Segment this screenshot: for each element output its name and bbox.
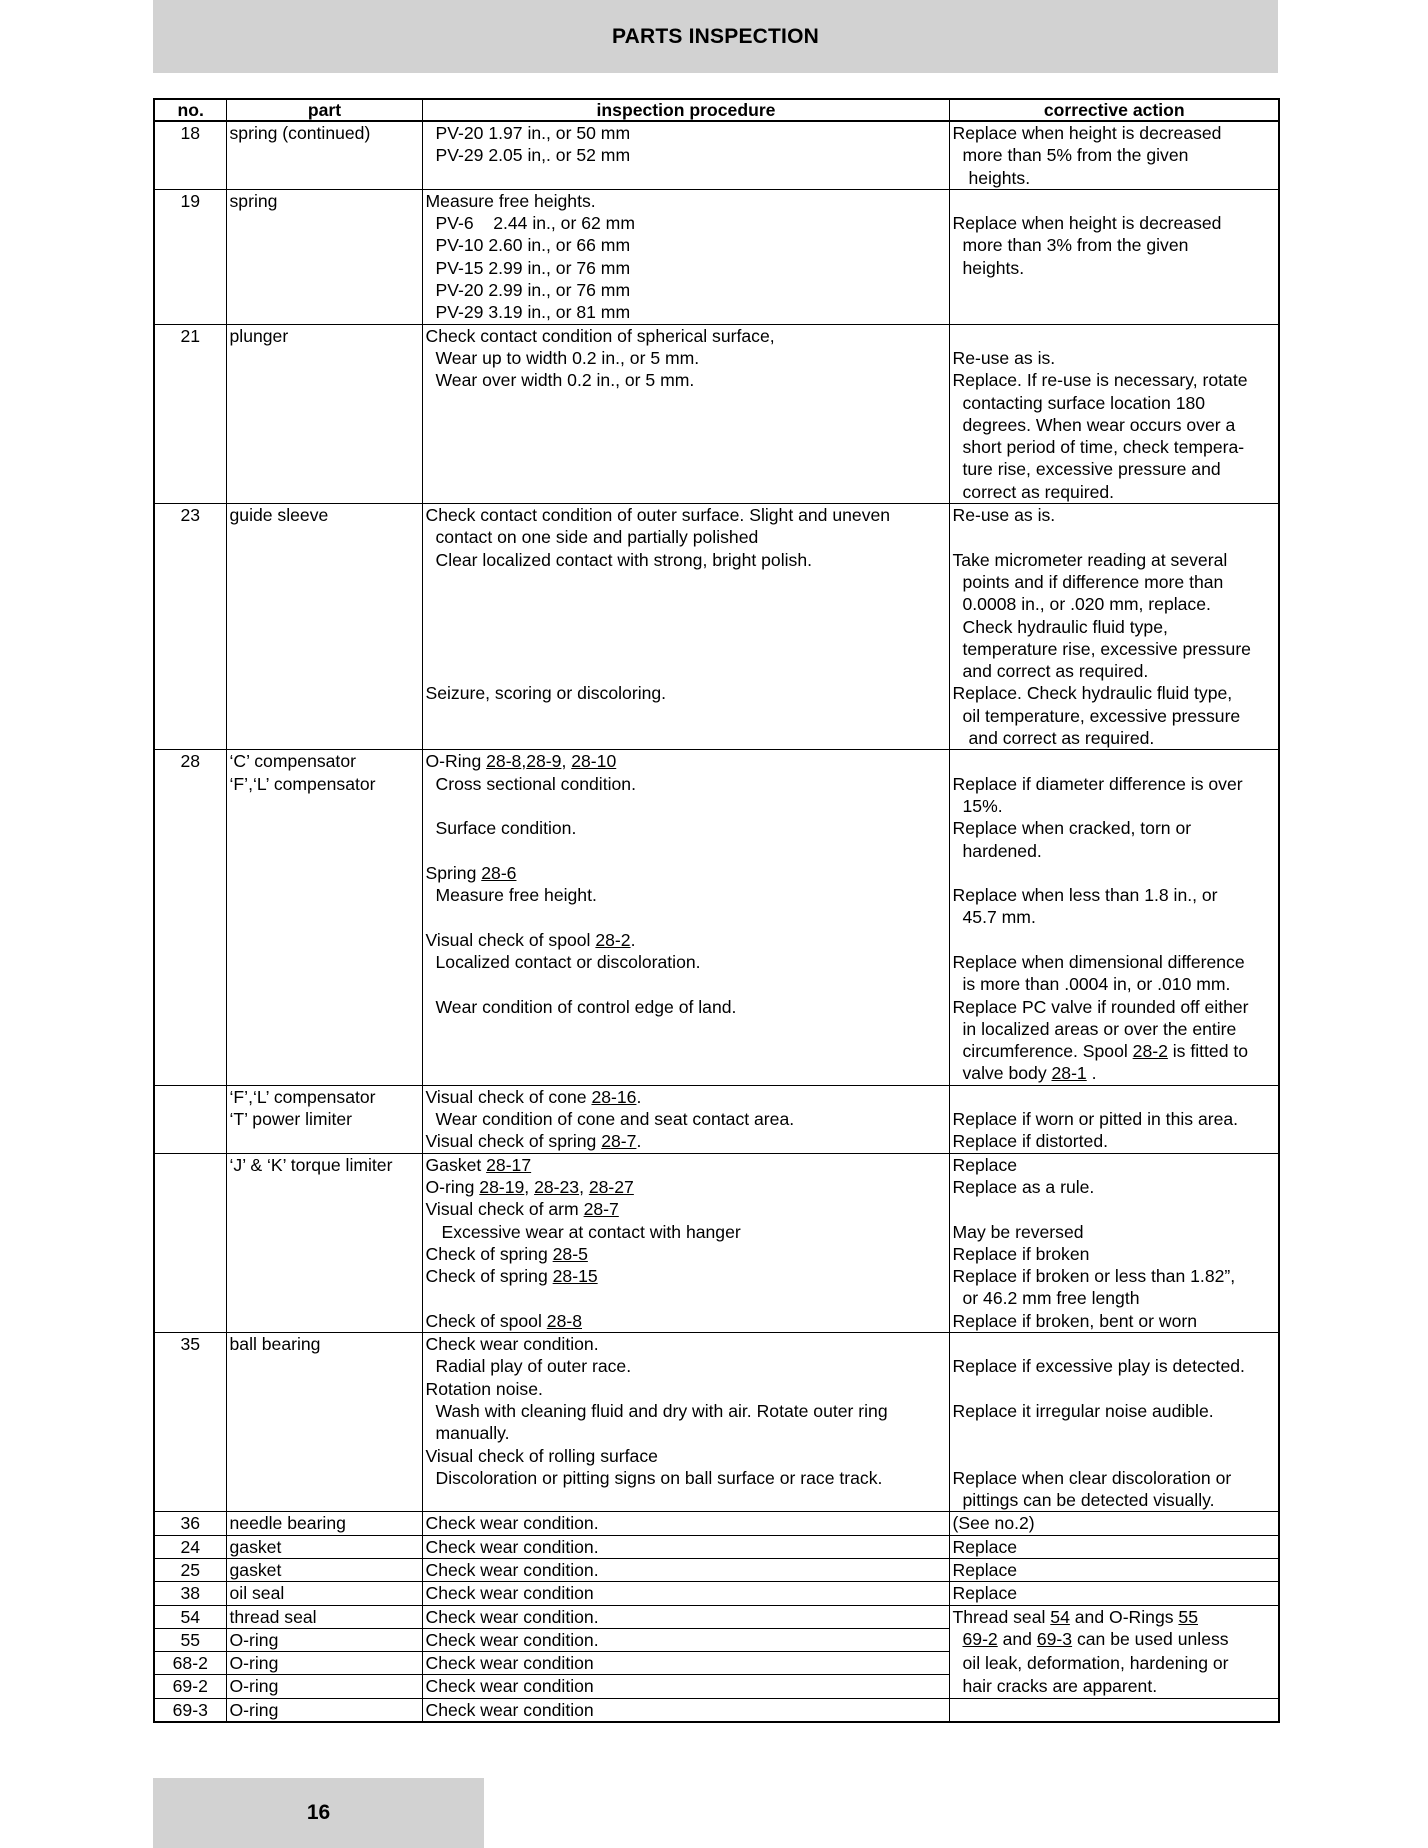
procedure-line: Check wear condition.	[425, 1334, 599, 1355]
procedure-line: Wear over width 0.2 in., or 5 mm.	[435, 370, 695, 391]
row-no	[154, 1153, 226, 1332]
row-part: O-ring	[226, 1698, 422, 1722]
column-header-no: no.	[154, 99, 226, 121]
action-line: is more than .0004 in, or .010 mm.	[962, 974, 1231, 995]
row-part: ‘J’ & ‘K’ torque limiter	[226, 1153, 422, 1332]
part-ref-link: 28-6	[481, 862, 517, 883]
action-line: in localized areas or over the entire	[962, 1018, 1237, 1039]
procedure-line: Localized contact or discoloration.	[435, 951, 701, 972]
row-part	[226, 750, 422, 1085]
table-row	[154, 1333, 1279, 1512]
part-ref-link: 28-7	[601, 1131, 637, 1152]
part-ref-link: 28-1	[1051, 1063, 1087, 1084]
procedure-line: Rotation noise.	[425, 1378, 543, 1399]
procedure-line: Measure free heights.	[425, 190, 596, 211]
row-no: 23	[154, 504, 226, 750]
row-action	[949, 1085, 1279, 1153]
part-ref-link: 55	[1178, 1606, 1198, 1627]
action-line: Replace as a rule.	[952, 1176, 1095, 1197]
action-line: valve body 28-1 .	[962, 1063, 1097, 1084]
row-action	[949, 504, 1279, 750]
table-row	[154, 1559, 1279, 1582]
action-line: and correct as required.	[968, 728, 1155, 749]
action-line: Replace when dimensional difference	[952, 951, 1245, 972]
row-part: gasket	[226, 1535, 422, 1558]
row-part: thread seal	[226, 1605, 422, 1628]
procedure-line: PV-29 3.19 in., or 81 mm	[435, 302, 631, 323]
action-line: Replace when height is decreased	[952, 123, 1222, 143]
procedure-line: Visual check of cone 28-16.	[425, 1086, 642, 1107]
row-no: 28	[154, 750, 226, 1085]
action-line: Replace if broken, bent or worn	[952, 1310, 1197, 1331]
action-line: Replace if broken or less than 1.82”,	[952, 1266, 1236, 1287]
procedure-line: PV-29 2.05 in,. or 52 mm	[435, 145, 631, 166]
procedure-line: Seizure, scoring or discoloring.	[425, 683, 667, 704]
part-ref-link: 28-5	[552, 1243, 588, 1264]
row-procedure	[422, 121, 949, 189]
action-line: points and if difference more than	[962, 571, 1224, 592]
action-line: or 46.2 mm free length	[962, 1288, 1140, 1309]
row-action	[949, 324, 1279, 503]
row-procedure	[422, 324, 949, 503]
table-row	[154, 1605, 1279, 1628]
action-line: temperature rise, excessive pressure	[962, 638, 1251, 659]
action-line: pittings can be detected visually.	[962, 1490, 1215, 1511]
table-header-row	[154, 99, 1279, 121]
action-line: 15%.	[962, 795, 1003, 816]
table-row	[154, 504, 1279, 750]
table-row	[154, 1512, 1279, 1535]
part-ref-link: 28-19	[479, 1176, 525, 1197]
procedure-line: PV-15 2.99 in., or 76 mm	[435, 257, 631, 278]
action-line: Replace when clear discoloration or	[952, 1467, 1232, 1488]
row-no: 55	[154, 1628, 226, 1651]
row-procedure: Check wear condition.	[422, 1605, 949, 1628]
seal-note-line: 69-2 and 69-3 can be used unless	[949, 1628, 1279, 1651]
row-no: 38	[154, 1582, 226, 1605]
row-no: 21	[154, 324, 226, 503]
row-part: ball bearing	[226, 1333, 422, 1512]
action-line: more than 5% from the given	[962, 145, 1189, 166]
row-no: 18	[154, 121, 226, 189]
action-line: Replace. Check hydraulic fluid type,	[952, 683, 1233, 704]
row-procedure: Check wear condition	[422, 1675, 949, 1698]
table-row	[154, 1652, 1279, 1675]
parts-inspection-table	[153, 98, 1280, 1723]
row-procedure	[422, 1153, 949, 1332]
row-part	[226, 1085, 422, 1153]
row-procedure	[422, 504, 949, 750]
row-part: plunger	[226, 324, 422, 503]
part-ref-link: 28-7	[583, 1199, 619, 1220]
action-line: 0.0008 in., or .020 mm, replace.	[962, 594, 1211, 615]
procedure-line: Discoloration or pitting signs on ball surface or race track.	[435, 1467, 883, 1488]
part-ref-link: 28-27	[588, 1176, 634, 1197]
column-header-procedure: inspection procedure	[422, 99, 949, 121]
row-procedure: Check wear condition.	[422, 1559, 949, 1582]
row-action	[949, 1698, 1279, 1722]
part-ref-link: 28-9	[526, 751, 562, 772]
row-procedure: Check wear condition.	[422, 1512, 949, 1535]
table-row	[154, 324, 1279, 503]
row-part: O-ring	[226, 1675, 422, 1698]
seal-note-line: hair cracks are apparent.	[949, 1675, 1279, 1698]
action-line: heights.	[962, 257, 1025, 278]
table-row	[154, 1153, 1279, 1332]
seal-note-line: Thread seal 54 and O-Rings 55	[949, 1605, 1279, 1628]
row-action	[949, 1153, 1279, 1332]
part-ref-link: 28-2	[1132, 1041, 1168, 1062]
action-line: circumference. Spool 28-2 is fitted to	[962, 1041, 1249, 1062]
action-line: Re-use as is.	[952, 505, 1056, 526]
action-line: heights.	[968, 167, 1031, 188]
procedure-line: Visual check of rolling surface	[425, 1445, 658, 1466]
part-ref-link: 28-10	[571, 751, 617, 772]
procedure-line: Visual check of spool 28-2.	[425, 929, 636, 950]
procedure-line: Check contact condition of spherical surface,	[425, 325, 775, 346]
part-ref-link: 28-15	[552, 1266, 598, 1287]
table-row	[154, 750, 1279, 1085]
row-procedure	[422, 189, 949, 324]
procedure-line: O-Ring 28-8,28-9, 28-10	[425, 751, 617, 772]
part-ref-link: 28-17	[486, 1154, 532, 1175]
column-header-part: part	[226, 99, 422, 121]
row-no: 35	[154, 1333, 226, 1512]
row-procedure: Check wear condition	[422, 1582, 949, 1605]
action-line: oil temperature, excessive pressure	[962, 705, 1241, 726]
row-no: 69-3	[154, 1698, 226, 1722]
action-line: 45.7 mm.	[962, 907, 1036, 928]
part-ref-link: 28-8	[546, 1310, 582, 1331]
part-ref-link: 28-23	[534, 1176, 580, 1197]
table-row	[154, 1628, 1279, 1651]
action-line: more than 3% from the given	[962, 235, 1189, 256]
action-line: Replace if worn or pitted in this area.	[952, 1109, 1239, 1130]
action-line: Replace PC valve if rounded off either	[952, 996, 1249, 1017]
row-procedure: Check wear condition.	[422, 1535, 949, 1558]
part-ref-link: 28-2	[595, 929, 631, 950]
procedure-line: contact on one side and partially polished	[435, 527, 759, 548]
action-line: Replace if distorted.	[952, 1131, 1108, 1152]
row-no: 54	[154, 1605, 226, 1628]
row-part: guide sleeve	[226, 504, 422, 750]
part-line: ‘T’ power limiter	[229, 1109, 353, 1130]
row-action: Replace	[949, 1535, 1279, 1558]
procedure-line: Spring 28-6	[425, 862, 517, 883]
row-no	[154, 1085, 226, 1153]
part-ref-link: 28-8	[486, 751, 522, 772]
table-row	[154, 189, 1279, 324]
action-line: Re-use as is.	[952, 347, 1056, 368]
procedure-line: Wear up to width 0.2 in., or 5 mm.	[435, 347, 700, 368]
action-line: ture rise, excessive pressure and	[962, 459, 1221, 480]
table-row	[154, 1698, 1279, 1722]
page-footer	[153, 1778, 484, 1848]
row-procedure: Check wear condition	[422, 1652, 949, 1675]
row-no: 36	[154, 1512, 226, 1535]
part-line: ‘C’ compensator	[229, 751, 356, 772]
action-line: and correct as required.	[962, 661, 1149, 682]
table-row	[154, 1535, 1279, 1558]
action-line: Replace it irregular noise audible.	[952, 1400, 1214, 1421]
action-line: Replace when cracked, torn or	[952, 818, 1192, 839]
action-line: correct as required.	[962, 481, 1115, 502]
procedure-line: Radial play of outer race.	[435, 1356, 632, 1377]
action-line: Replace. If re-use is necessary, rotate	[952, 370, 1248, 391]
row-part: O-ring	[226, 1652, 422, 1675]
row-procedure	[422, 1333, 949, 1512]
row-no: 69-2	[154, 1675, 226, 1698]
procedure-line: Cross sectional condition.	[435, 773, 636, 794]
row-procedure: Check wear condition.	[422, 1628, 949, 1651]
row-part: spring (continued)	[226, 121, 422, 189]
table-row	[154, 1675, 1279, 1698]
procedure-line: Wash with cleaning fluid and dry with air. Rotate outer ring	[435, 1400, 888, 1421]
procedure-line: Measure free height.	[435, 885, 597, 906]
action-line: hardened.	[962, 840, 1042, 861]
row-action: Replace	[949, 1559, 1279, 1582]
row-action	[949, 1333, 1279, 1512]
action-line: Check hydraulic fluid type,	[962, 616, 1168, 637]
procedure-line: PV-20 2.99 in., or 76 mm	[435, 280, 631, 301]
action-line: short period of time, check tempera-	[962, 437, 1245, 458]
row-part: spring	[226, 189, 422, 324]
procedure-line: Excessive wear at contact with hanger	[441, 1221, 741, 1242]
table-row	[154, 1085, 1279, 1153]
row-action: Replace	[949, 1582, 1279, 1605]
part-line: ‘F’,‘L’ compensator	[229, 773, 376, 794]
page-number: 16	[306, 1801, 331, 1824]
procedure-line: Clear localized contact with strong, bright polish.	[435, 549, 812, 570]
procedure-line: Check of spool 28-8	[425, 1310, 582, 1331]
action-line: Replace when less than 1.8 in., or	[952, 885, 1218, 906]
row-part: oil seal	[226, 1582, 422, 1605]
action-line: Replace if broken	[952, 1243, 1090, 1264]
row-part: O-ring	[226, 1628, 422, 1651]
action-line: Replace	[952, 1154, 1018, 1175]
procedure-line: Visual check of spring 28-7.	[425, 1131, 642, 1152]
action-line: contacting surface location 180	[962, 392, 1206, 413]
row-action	[949, 121, 1279, 189]
part-line: ‘F’,‘L’ compensator	[229, 1086, 376, 1107]
table-row	[154, 121, 1279, 189]
action-line: degrees. When wear occurs over a	[962, 414, 1236, 435]
procedure-line: Wear condition of control edge of land.	[435, 996, 737, 1017]
procedure-line: Gasket 28-17	[425, 1154, 532, 1175]
row-part: gasket	[226, 1559, 422, 1582]
part-ref-link: 69-2	[962, 1629, 998, 1650]
table-row	[154, 1582, 1279, 1605]
action-line: Replace if excessive play is detected.	[952, 1356, 1245, 1377]
row-action	[949, 750, 1279, 1085]
column-header-action: corrective action	[949, 99, 1279, 121]
procedure-line: PV-20 1.97 in., or 50 mm	[435, 123, 631, 143]
procedure-line: Check contact condition of outer surface. Slight and uneven	[425, 505, 891, 526]
page-title: PARTS INSPECTION	[612, 24, 819, 48]
row-procedure: Check wear condition	[422, 1698, 949, 1722]
part-ref-link: 54	[1050, 1606, 1070, 1627]
procedure-line: manually.	[435, 1423, 510, 1444]
procedure-line: Check of spring 28-5	[425, 1243, 588, 1264]
action-line: Replace when height is decreased	[952, 213, 1222, 234]
part-ref-link: 28-16	[591, 1086, 637, 1107]
procedure-line: Check of spring 28-15	[425, 1266, 598, 1287]
procedure-line: Visual check of arm 28-7	[425, 1199, 619, 1220]
procedure-line: Surface condition.	[435, 818, 577, 839]
procedure-line: Wear condition of cone and seat contact area.	[435, 1109, 795, 1130]
procedure-line: O-ring 28-19, 28-23, 28-27	[425, 1176, 634, 1197]
row-procedure	[422, 750, 949, 1085]
row-no: 25	[154, 1559, 226, 1582]
action-line: Take micrometer reading at several	[952, 549, 1228, 570]
action-line: Replace if diameter difference is over	[952, 773, 1243, 794]
action-line: May be reversed	[952, 1221, 1084, 1242]
row-procedure	[422, 1085, 949, 1153]
row-no: 24	[154, 1535, 226, 1558]
part-ref-link: 69-3	[1036, 1629, 1073, 1650]
row-no: 19	[154, 189, 226, 324]
row-part: needle bearing	[226, 1512, 422, 1535]
seal-note-line: oil leak, deformation, hardening or	[949, 1652, 1279, 1675]
row-action: (See no.2)	[949, 1512, 1279, 1535]
procedure-line: PV-6 2.44 in., or 62 mm	[435, 213, 635, 234]
procedure-line: PV-10 2.60 in., or 66 mm	[435, 235, 631, 256]
row-no: 68-2	[154, 1652, 226, 1675]
row-action	[949, 189, 1279, 324]
page-header	[153, 0, 1278, 73]
